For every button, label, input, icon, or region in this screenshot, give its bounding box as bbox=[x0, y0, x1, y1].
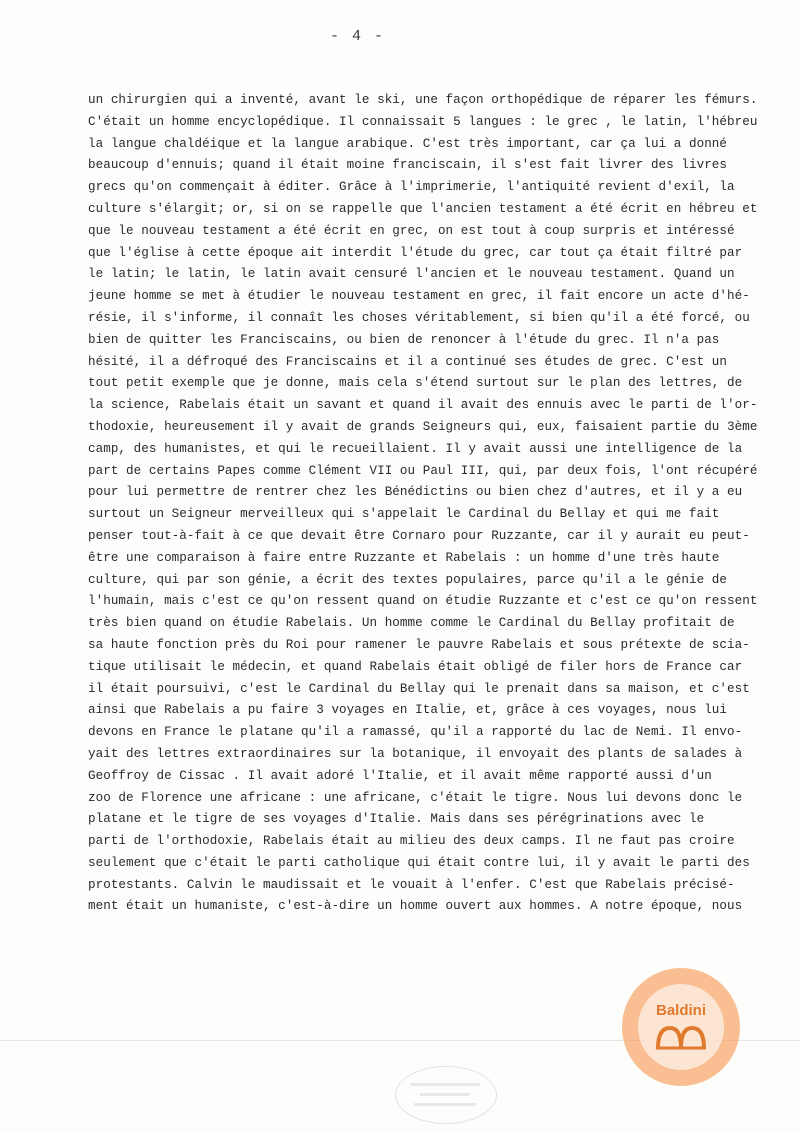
baldini-logo bbox=[622, 968, 740, 1086]
text-line: culture s'élargit; or, si on se rappelle que l'ancien testament a été écrit en hébreu et bbox=[88, 201, 758, 216]
text-line: la langue chaldéique et la langue arabique. C'est très important, car ça lui a donné bbox=[88, 136, 728, 151]
text-line: résie, il s'informe, il connaît les choses véritablement, si bien qu'il a été forcé, ou bbox=[88, 310, 750, 325]
text-line: parti de l'orthodoxie, Rabelais était au milieu des deux camps. Il ne faut pas croire bbox=[88, 834, 735, 849]
logo-text: Baldini bbox=[655, 1002, 706, 1019]
text-line: thodoxie, heureusement il y avait de grands Seigneurs qui, eux, faisaient partie du 3ème bbox=[88, 419, 758, 434]
body-text bbox=[88, 90, 778, 918]
page-number: - 4 - bbox=[330, 28, 386, 45]
text-line: hésité, il a défroqué des Franciscains et il a continué ses études de grec. C'est un bbox=[88, 354, 728, 369]
text-line: zoo de Florence une africane : une africane, c'était le tigre. Nous lui devons donc le bbox=[88, 790, 743, 805]
text-line: yait des lettres extraordinaires sur la botanique, il envoyait des plants de salades à bbox=[88, 746, 743, 761]
text-line: tout petit exemple que je donne, mais cela s'étend surtout sur le plan des lettres, de bbox=[88, 376, 743, 391]
text-line: seulement que c'était le parti catholique qui était contre lui, il y avait le parti des bbox=[88, 855, 750, 870]
text-line: C'était un homme encyclopédique. Il connaissait 5 langues : le grec , le latin, l'hébreu bbox=[88, 114, 758, 129]
text-line: tique utilisait le médecin, et quand Rabelais était obligé de filer hors de France car bbox=[88, 659, 743, 674]
text-line: bien de quitter les Franciscains, ou bien de renoncer à l'étude du grec. Il n'a pas bbox=[88, 332, 720, 347]
text-line: un chirurgien qui a inventé, avant le ski, une façon orthopédique de réparer les fémurs. bbox=[88, 93, 758, 107]
text-line: platane et le tigre de ses voyages d'Italie. Mais dans ses pérégrinations avec le bbox=[88, 812, 705, 827]
text-line: sa haute fonction près du Roi pour ramener le pauvre Rabelais et sous prétexte de scia- bbox=[88, 637, 750, 652]
text-line: protestants. Calvin le maudissait et le vouait à l'enfer. C'est que Rabelais précisé- bbox=[88, 877, 735, 892]
text-line: part de certains Papes comme Clément VII ou Paul III, qui, par deux fois, l'ont récupéré bbox=[88, 463, 758, 478]
text-line: le latin; le latin, le latin avait censuré l'ancien et le nouveau testament. Quand un bbox=[88, 267, 735, 282]
text-line: très bien quand on étudie Rabelais. Un homme comme le Cardinal du Bellay profitait de bbox=[88, 616, 735, 631]
text-line: culture, qui par son génie, a écrit des textes populaires, parce qu'il a le génie de bbox=[88, 572, 728, 587]
text-line: devons en France le platane qu'il a ramassé, qu'il a rapporté du lac de Nemi. Il envo- bbox=[88, 725, 743, 740]
text-line: surtout un Seigneur merveilleux qui s'appelait le Cardinal du Bellay et qui me fait bbox=[88, 507, 720, 522]
text-line: camp, des humanistes, et qui le recueillaient. Il y avait aussi une intelligence de la bbox=[88, 441, 743, 456]
text-line: pour lui permettre de rentrer chez les Bénédictins ou bien chez d'autres, et il y a eu bbox=[88, 485, 743, 500]
text-line: Geoffroy de Cissac . Il avait adoré l'Italie, et il avait même rapporté aussi d'un bbox=[88, 768, 712, 783]
logo-arches-icon bbox=[656, 1024, 706, 1050]
text-line: grecs qu'on commençait à éditer. Grâce à l'imprimerie, l'antiquité revient d'exil, la bbox=[88, 180, 735, 195]
text-line: ainsi que Rabelais a pu faire 3 voyages en Italie, et, grâce à ces voyages, nous lui bbox=[88, 703, 728, 718]
text-line: beaucoup d'ennuis; quand il était moine franciscain, il s'est fait livrer des livres bbox=[88, 158, 728, 173]
text-line: ment était un humaniste, c'est-à-dire un homme ouvert aux hommes. A notre époque, nous bbox=[88, 899, 743, 914]
text-line: que le nouveau testament a été écrit en grec, on est tout à coup surpris et intéressé bbox=[88, 223, 735, 238]
text-line: l'humain, mais c'est ce qu'on ressent quand on étudie Ruzzante et c'est ce qu'on ressent bbox=[88, 594, 758, 609]
text-line: penser tout-à-fait à ce que devait être Cornaro pour Ruzzante, car il y aurait eu peut- bbox=[88, 528, 750, 543]
text-line: jeune homme se met à étudier le nouveau testament en grec, il fait encore un acte d'hé- bbox=[88, 289, 750, 304]
text-line: que l'église à cette époque ait interdit l'étude du grec, car tout ça était filtré par bbox=[88, 245, 743, 260]
text-line: être une comparaison à faire entre Ruzzante et Rabelais : un homme d'une très haute bbox=[88, 550, 720, 565]
archive-stamp bbox=[395, 1066, 497, 1124]
text-line: il était poursuivi, c'est le Cardinal du Bellay qui le prenait dans sa maison, et c'est bbox=[88, 681, 750, 696]
text-line: la science, Rabelais était un savant et quand il avait des ennuis avec le parti de l'or- bbox=[88, 398, 758, 413]
